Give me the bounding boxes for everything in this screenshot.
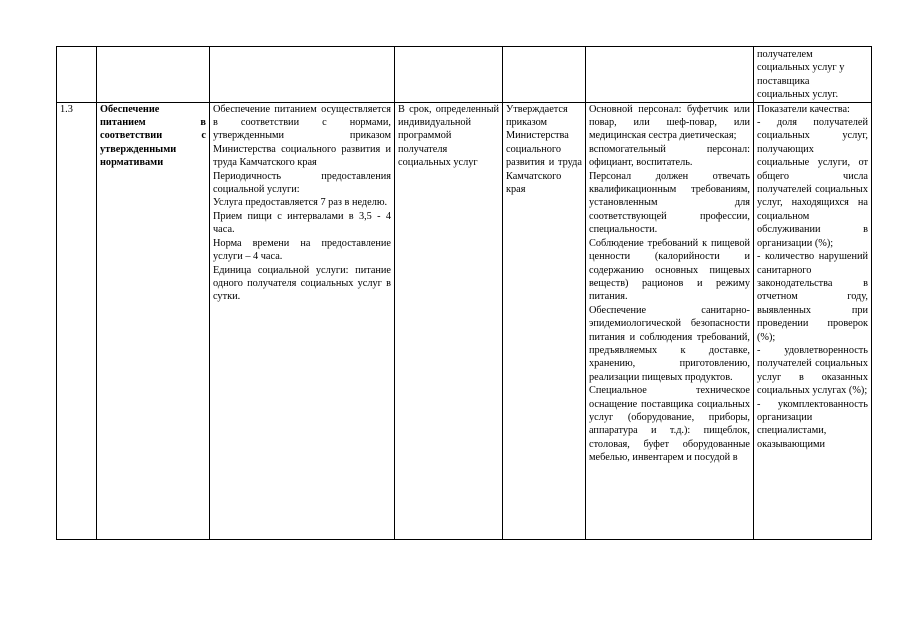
description-paragraph: Единица социальной услуги: питание одного получателя социальных услуг в сутки. bbox=[213, 264, 391, 303]
prev-indicator-line: поставщика bbox=[757, 75, 810, 87]
prev-indicator-line: получателем bbox=[757, 49, 813, 60]
indicators-paragraph: - укомплектованность организации специалистами, оказывающими bbox=[757, 398, 868, 450]
prev-cell-number bbox=[57, 47, 97, 103]
conditions-paragraph: Основной персонал: буфетчик или повар, или шеф-повар, или медицинская сестра диетическая; bbox=[589, 103, 750, 142]
prev-cell-indicators bbox=[754, 47, 872, 103]
cell-tariff: Утверждается приказом Министерства социального развития и труда Камчатского края bbox=[503, 102, 586, 539]
services-table bbox=[56, 46, 872, 540]
cell-service-name: Обеспечение питанием в соответствии с утвержденными нормативами bbox=[97, 102, 210, 539]
prev-indicator-line: социальных услуг. bbox=[757, 89, 839, 101]
cell-description bbox=[210, 102, 395, 539]
prev-cell-term bbox=[395, 47, 503, 103]
prev-cell-conditions bbox=[586, 47, 754, 103]
cell-number: 1.3 bbox=[57, 102, 97, 539]
conditions-paragraph: Соблюдение требований к пищевой ценности (калорийности и содержанию основных пищевых веществ) рационов и режиму питания. bbox=[589, 237, 750, 303]
description-paragraph: Услуга предоставляется 7 раз в неделю. bbox=[213, 197, 388, 209]
table-row-previous bbox=[57, 47, 872, 103]
prev-cell-tariff bbox=[503, 47, 586, 103]
prev-indicator-line: социальных услуг у bbox=[757, 62, 845, 74]
indicators-paragraph: Показатели качества: bbox=[757, 103, 850, 115]
indicators-paragraph: - количество нарушений санитарного законодательства в отчетном году, выявленных при проведении проверок (%); bbox=[757, 251, 868, 343]
conditions-paragraph: Обеспечение санитарно-эпидемиологической безопасности питания и соблюдения требований, предъявляемых к доставке, хранению, приготовлению, реализации пищевых продуктов. bbox=[589, 304, 750, 383]
indicators-paragraph: - доля получателей социальных услуг, получающих социальные услуги, от общего числа получателей социальных услуг, находящихся на социальном обслуживании в организации (%); bbox=[757, 117, 868, 249]
description-paragraph: Норма времени на предоставление услуги – 4 часа. bbox=[213, 237, 391, 263]
cell-term: В срок, определенный индивидуальной программой получателя социальных услуг bbox=[395, 102, 503, 539]
prev-cell-name bbox=[97, 47, 210, 103]
prev-cell-description bbox=[210, 47, 395, 103]
cell-conditions bbox=[586, 102, 754, 539]
description-paragraph: Периодичность предоставления социальной услуги: bbox=[213, 170, 391, 196]
conditions-paragraph: Специальное техническое оснащение поставщика социальных услуг (оборудование, приборы, аппаратура и т.д.): пищеблок, столовая, буфет оборудованные мебелью, инвентарем и посудой в bbox=[589, 385, 750, 464]
table-row-1-3 bbox=[57, 102, 872, 539]
cell-indicators bbox=[754, 102, 872, 539]
description-paragraph: Обеспечение питанием осуществляется в соответствии с нормами, утвержденными приказом Министерства социального развития и труда Камчатского края bbox=[213, 103, 391, 169]
description-paragraph: Прием пищи с интервалами в 3,5 - 4 часа. bbox=[213, 210, 391, 236]
indicators-paragraph: - удовлетворенность получателей социальных услуг в оказанных социальных услугах (%); bbox=[757, 344, 868, 397]
conditions-paragraph: Персонал должен отвечать квалификационным требованиям, установленным для соответствующей профессии, специальности. bbox=[589, 170, 750, 236]
conditions-paragraph: вспомогательный персонал: официант, воспитатель. bbox=[589, 143, 750, 169]
